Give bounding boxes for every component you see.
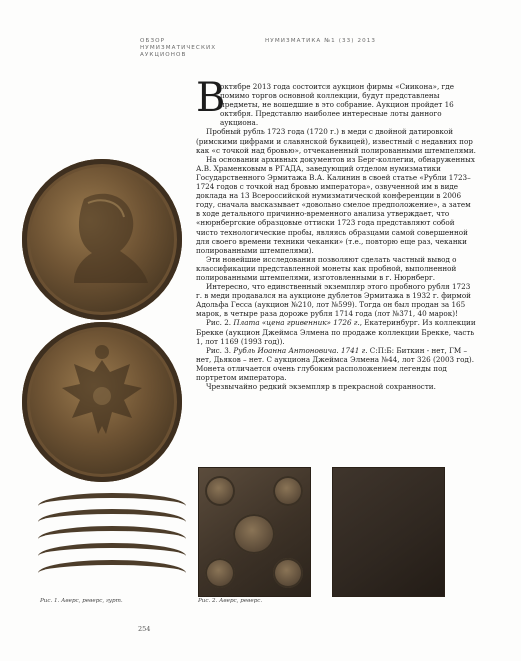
figure-ref-title: Плата «цена гривенник» 1726 г.: [233, 318, 360, 328]
figure-ref-prefix: Рис. 3.: [206, 345, 234, 355]
double-eagle-icon: [22, 322, 182, 482]
article-body: [196, 82, 476, 391]
section-header: [140, 38, 250, 60]
paragraph: На основании архивных документов из Берг-коллегии, обнаруженных А.В. Храменковым в РГАДА, заведующий отделом нумизматики Государственного Эрмитажа В.А. Калинин в своей статье «Рубли 1723–1724 годов с точкой над бровью императора», озвученной им в виде доклада на 13 Всероссийской нумизматической конференции в 2006 году, сначала высказывает «довольно смелое предположение», а затем в ходе детального причинно-временного анализа утверждает, что «нюрнбергские образцовые оттиски 1723 года представляют собой чисто технологические пробы, являясь образцами самой совершенной для своего времени техники чеканки» (т.е., повторю еще раз, чеканки полированными штемпелями).: [196, 154, 475, 255]
figure-ref-title: Рубль Иоанна Антоновича. 1741 г.: [233, 345, 368, 355]
portrait-icon: [22, 159, 182, 320]
section-header-line: АУКЦИОНОВ: [140, 52, 187, 59]
drop-cap: В: [196, 75, 226, 121]
page-number: 254: [138, 625, 151, 633]
paragraph: Пробный рубль 1723 года (1720 г.) в меди с двойной датировкой (римскими цифрами и славянской буквицей), известный с недавних пор как «с точкой над бровью», отчеканенный полированными штемпелями.: [196, 127, 476, 155]
plate-coin-obverse-image: [198, 467, 311, 597]
center-stamp: [233, 514, 275, 554]
journal-header: НУМИЗМАТИКА №1 (33) 2013: [265, 38, 377, 44]
figure-caption: Рис. 1. Аверс, реверс, гурт.: [40, 598, 123, 604]
paragraph: Интересно, что единственный экземпляр этого пробного рубля 1723 г. в меди продавался на аукционе дублетов Эрмитажа в 1932 г. фирмой Адольфа Гесса (аукцион №210, лот №599). Тогда он был продан за 165 марок, в четыре раза дороже рубля 1714 года (лот №371, 40 марок)!: [196, 282, 471, 319]
figure-caption: Рис. 2. Аверс, реверс.: [198, 598, 263, 604]
figure-ref-prefix: Рис. 2.: [206, 318, 234, 328]
plate-coin-reverse-image: [332, 467, 445, 597]
figure-reference-paragraph: [196, 346, 476, 382]
corner-stamp: [205, 558, 235, 588]
corner-stamp: [205, 476, 235, 506]
paragraph: Чрезвычайно редкий экземпляр в прекрасной сохранности.: [206, 382, 436, 392]
coin-edge-image: [38, 560, 186, 573]
section-header-line: НУМИЗМАТИЧЕСКИХ: [140, 45, 217, 52]
coin-edge-image: [38, 543, 186, 556]
corner-stamp: [273, 558, 303, 588]
coin-reverse-image: [22, 322, 182, 482]
coin-obverse-image: [22, 159, 182, 320]
figure-reference-paragraph: [196, 318, 476, 345]
section-header-line: ОБЗОР: [140, 38, 166, 44]
coin-edge-image: [38, 509, 186, 522]
coin-edge-image: [38, 493, 186, 506]
figure-ref-text: , Екатеринбург. Из коллекции Брекке (аукцион Джеймса Элмена по продаже коллекции Брекке, часть 1, лот 1169 (1993 год)).: [196, 318, 476, 346]
paragraph: Эти новейшие исследования позволяют сделать частный вывод о классификации представленной монеты как пробной, выполненной полированными штемпелями, изготовленными в г. Нюрнберг.: [196, 254, 457, 282]
corner-stamp: [273, 476, 303, 506]
figure-ref-text: С:П:Б: Биткин - нет, ГМ – нет, Дьяков – нет. С аукциона Джеймса Элмена №44, лот 326 (2003 год). Монета отличается очень глубоким расположением легенды под портретом императора.: [196, 345, 475, 382]
paragraph: октябре 2013 года состоится аукцион фирмы «Сиикона», где помимо торгов основной коллекции, будут представлены предметы, не вошедшие в это собрание. Аукцион пройдет 16 октября. Представлю наиболее интересные лоты данного аукциона.: [220, 82, 454, 128]
coin-edge-image: [38, 526, 186, 539]
